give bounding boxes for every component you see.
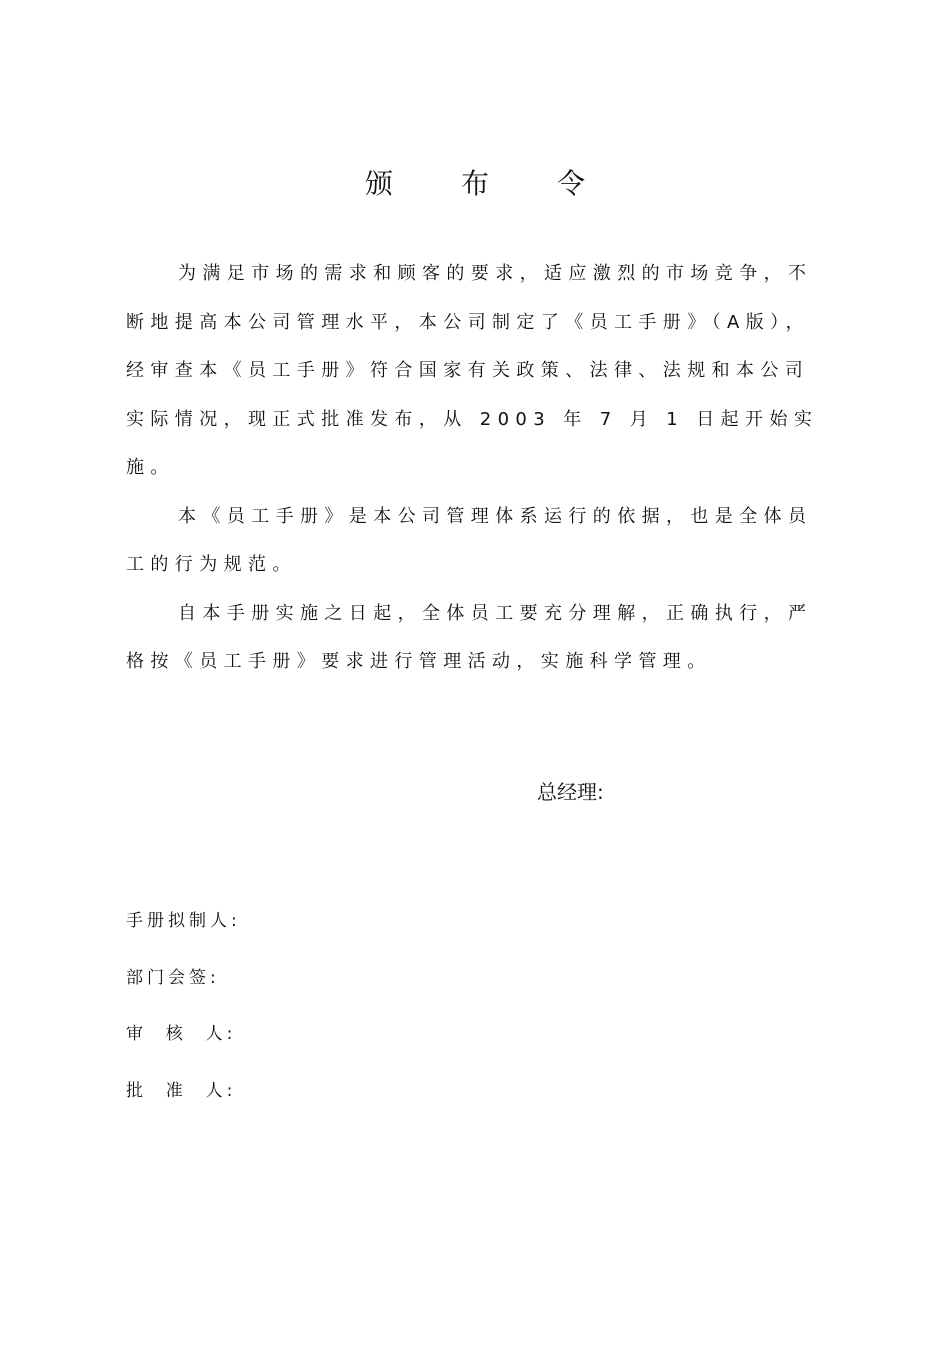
reviewer-label: 审 核 人: bbox=[126, 1024, 237, 1044]
department-countersign-label: 部门会签: bbox=[126, 967, 220, 988]
decree-paragraph-1: 为满足市场的需求和顾客的要求，适应激烈的市场竞争，不断地提高本公司管理水平，本公司制定了《员工手册》（A版），经审查本《员工手册》符合国家有关政策、法律、法规和本公司实际情况，现正式批准发布，从 2003 年 7 月 1 日起开始实施。 bbox=[126, 263, 819, 478]
title-char-1: 颁 bbox=[364, 167, 393, 200]
approval-roles bbox=[126, 904, 241, 1130]
general-manager-signature-label: 总经理: bbox=[537, 780, 604, 804]
decree-paragraph-3: 自本手册实施之日起，全体员工要充分理解，正确执行，严格按《员工手册》要求进行管理活动，实施科学管理。 bbox=[126, 602, 813, 672]
approver-label: 批 准 人: bbox=[126, 1080, 237, 1101]
title-char-3: 令 bbox=[557, 167, 586, 200]
manual-drafter-label: 手册拟制人: bbox=[126, 911, 241, 931]
document-title bbox=[0, 166, 950, 202]
decree-paragraph-2: 本《员工手册》是本公司管理体系运行的依据，也是全体员工的行为规范。 bbox=[126, 505, 813, 575]
title-char-2: 布 bbox=[460, 167, 489, 200]
decree-body bbox=[126, 250, 830, 687]
